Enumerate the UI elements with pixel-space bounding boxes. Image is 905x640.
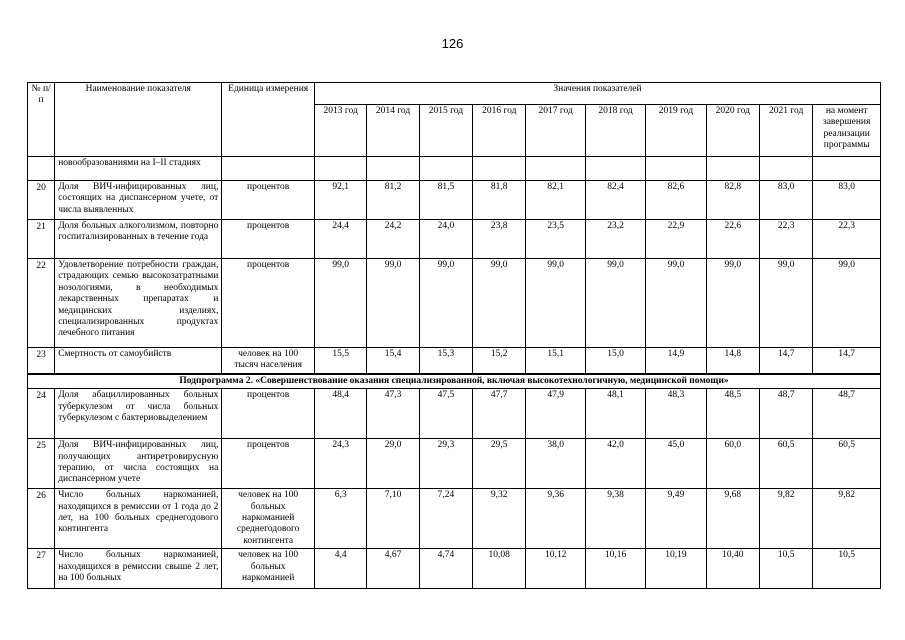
empty-cell [813, 157, 881, 181]
indicator-value: 4,74 [419, 549, 472, 589]
indicator-value: 15,5 [314, 348, 366, 374]
indicators-table [27, 82, 881, 589]
indicator-value: 14,8 [706, 348, 759, 374]
indicator-value: 82,8 [706, 181, 759, 220]
indicator-value: 15,3 [419, 348, 472, 374]
empty-cell [473, 157, 526, 181]
indicator-value: 82,4 [585, 181, 645, 220]
header-values: Значения показателей [314, 83, 880, 105]
table-row [28, 259, 881, 348]
header-year: 2020 год [706, 105, 759, 157]
indicator-value: 48,1 [585, 389, 645, 439]
empty-cell [526, 157, 585, 181]
indicator-name: Доля абациллированных больных туберкулезом от числа больных туберкулезом с бактериовыделением [55, 389, 222, 439]
indicator-value: 99,0 [813, 259, 881, 348]
indicator-value: 60,0 [706, 439, 759, 489]
indicator-value: 22,3 [813, 220, 881, 259]
indicator-name: Доля ВИЧ-инфицированных лиц, получающих антиретровирусную терапию, от числа состоящих на диспансерном учете [55, 439, 222, 489]
indicator-value: 10,5 [813, 549, 881, 589]
indicator-value: 15,2 [473, 348, 526, 374]
unit-of-measure: процентов [222, 389, 315, 439]
indicator-value: 29,3 [419, 439, 472, 489]
indicator-value: 29,5 [473, 439, 526, 489]
empty-cell [585, 157, 645, 181]
indicator-value: 24,2 [367, 220, 419, 259]
empty-cell [314, 157, 366, 181]
indicator-value: 22,6 [706, 220, 759, 259]
indicator-value: 9,36 [526, 489, 585, 549]
indicator-value: 48,7 [813, 389, 881, 439]
indicator-value: 81,5 [419, 181, 472, 220]
empty-cell [367, 157, 419, 181]
indicator-value: 14,7 [813, 348, 881, 374]
indicator-value: 10,19 [646, 549, 706, 589]
header-name: Наименование показателя [55, 83, 222, 157]
indicator-value: 24,0 [419, 220, 472, 259]
indicator-value: 24,3 [314, 439, 366, 489]
indicator-value: 10,40 [706, 549, 759, 589]
indicator-value: 47,5 [419, 389, 472, 439]
indicator-value: 60,5 [813, 439, 881, 489]
unit-of-measure: человек на 100 тысяч населения [222, 348, 315, 374]
header-year: 2013 год [314, 105, 366, 157]
indicator-name: Число больных наркоманией, находящихся в ремиссии от 1 года до 2 лет, на 100 больных среднегодового контингента [55, 489, 222, 549]
section-title: Подпрограмма 2. «Совершенствование оказания специализированной, включая высокотехнологичную, медицинской помощи» [28, 374, 881, 389]
indicator-value: 47,9 [526, 389, 585, 439]
row-number: 21 [28, 220, 55, 259]
indicator-value: 9,49 [646, 489, 706, 549]
indicator-value: 10,5 [760, 549, 813, 589]
indicator-value: 10,08 [473, 549, 526, 589]
indicator-name: Удовлетворение потребности граждан, страдающих семью высокозатратными нозологиями, в необходимых лекарственных препаратах и медицинских изделиях, специализированных продуктах лечебного питания [55, 259, 222, 348]
indicator-value: 82,1 [526, 181, 585, 220]
row-number: 22 [28, 259, 55, 348]
row-number: 23 [28, 348, 55, 374]
indicator-value: 83,0 [813, 181, 881, 220]
header-year: 2014 год [367, 105, 419, 157]
indicator-value: 15,1 [526, 348, 585, 374]
indicator-value: 48,7 [760, 389, 813, 439]
indicator-value: 81,2 [367, 181, 419, 220]
row-number: 27 [28, 549, 55, 589]
indicator-value: 99,0 [706, 259, 759, 348]
indicator-value: 47,3 [367, 389, 419, 439]
row-num-empty [28, 157, 55, 181]
indicator-value: 99,0 [473, 259, 526, 348]
unit-of-measure: человек на 100 больных наркоманией [222, 549, 315, 589]
header-num: № п/п [28, 83, 55, 157]
indicator-value: 15,0 [585, 348, 645, 374]
indicator-value: 48,4 [314, 389, 366, 439]
page-number: 126 [441, 36, 464, 51]
indicator-value: 99,0 [760, 259, 813, 348]
header-unit: Единица измерения [222, 83, 315, 157]
table-row [28, 181, 881, 220]
indicator-value: 10,16 [585, 549, 645, 589]
indicator-value: 15,4 [367, 348, 419, 374]
indicator-value: 22,3 [760, 220, 813, 259]
indicator-value: 99,0 [646, 259, 706, 348]
empty-cell [706, 157, 759, 181]
indicator-name: Доля ВИЧ-инфицированных лиц, состоящих на диспансерном учете, от числа выявленных [55, 181, 222, 220]
continuation-name: новообразованиями на I–II стадиях [55, 157, 222, 181]
indicator-value: 48,5 [706, 389, 759, 439]
table-row [28, 489, 881, 549]
header-year: 2016 год [473, 105, 526, 157]
indicator-name: Доля больных алкоголизмом, повторно госпитализированных в течение года [55, 220, 222, 259]
indicator-value: 24,4 [314, 220, 366, 259]
unit-of-measure: процентов [222, 259, 315, 348]
indicator-value: 99,0 [419, 259, 472, 348]
indicator-value: 9,82 [813, 489, 881, 549]
indicator-name: Смертность от самоубийств [55, 348, 222, 374]
row-number: 20 [28, 181, 55, 220]
header-year: 2019 год [646, 105, 706, 157]
indicator-value: 22,9 [646, 220, 706, 259]
indicator-value: 9,68 [706, 489, 759, 549]
row-number: 26 [28, 489, 55, 549]
table-row [28, 549, 881, 589]
table-row [28, 439, 881, 489]
table-row [28, 389, 881, 439]
indicator-value: 9,32 [473, 489, 526, 549]
header-year: 2021 год [760, 105, 813, 157]
unit-of-measure: процентов [222, 181, 315, 220]
empty-cell [646, 157, 706, 181]
indicator-value: 23,8 [473, 220, 526, 259]
unit-of-measure: человек на 100 больных наркоманией среднегодового контингента [222, 489, 315, 549]
indicator-value: 45,0 [646, 439, 706, 489]
indicator-value: 47,7 [473, 389, 526, 439]
header-year: 2018 год [585, 105, 645, 157]
indicator-value: 4,4 [314, 549, 366, 589]
header-year: 2017 год [526, 105, 585, 157]
indicator-value: 7,10 [367, 489, 419, 549]
indicator-value: 9,38 [585, 489, 645, 549]
indicator-value: 14,7 [760, 348, 813, 374]
indicator-value: 23,5 [526, 220, 585, 259]
unit-of-measure: процентов [222, 220, 315, 259]
indicator-value: 99,0 [367, 259, 419, 348]
row-number: 24 [28, 389, 55, 439]
row-number: 25 [28, 439, 55, 489]
header-year: 2015 год [419, 105, 472, 157]
indicator-value: 29,0 [367, 439, 419, 489]
indicator-value: 92,1 [314, 181, 366, 220]
indicator-value: 9,82 [760, 489, 813, 549]
indicator-value: 81,8 [473, 181, 526, 220]
table-row [28, 220, 881, 259]
indicator-value: 23,2 [585, 220, 645, 259]
indicator-value: 99,0 [585, 259, 645, 348]
empty-cell [760, 157, 813, 181]
indicator-value: 60,5 [760, 439, 813, 489]
indicator-value: 99,0 [526, 259, 585, 348]
empty-cell [419, 157, 472, 181]
indicator-value: 6,3 [314, 489, 366, 549]
indicator-value: 14,9 [646, 348, 706, 374]
indicator-value: 83,0 [760, 181, 813, 220]
indicator-value: 42,0 [585, 439, 645, 489]
indicator-value: 10,12 [526, 549, 585, 589]
indicator-name: Число больных наркоманией, находящихся в ремиссии свыше 2 лет, на 100 больных [55, 549, 222, 589]
indicator-value: 4,67 [367, 549, 419, 589]
indicator-value: 82,6 [646, 181, 706, 220]
indicator-value: 7,24 [419, 489, 472, 549]
indicator-value: 38,0 [526, 439, 585, 489]
indicator-value: 48,3 [646, 389, 706, 439]
unit-of-measure: процентов [222, 439, 315, 489]
header-year: на момент завершения реализации программы [813, 105, 881, 157]
indicator-value: 99,0 [314, 259, 366, 348]
table-row [28, 348, 881, 374]
empty-cell [222, 157, 315, 181]
